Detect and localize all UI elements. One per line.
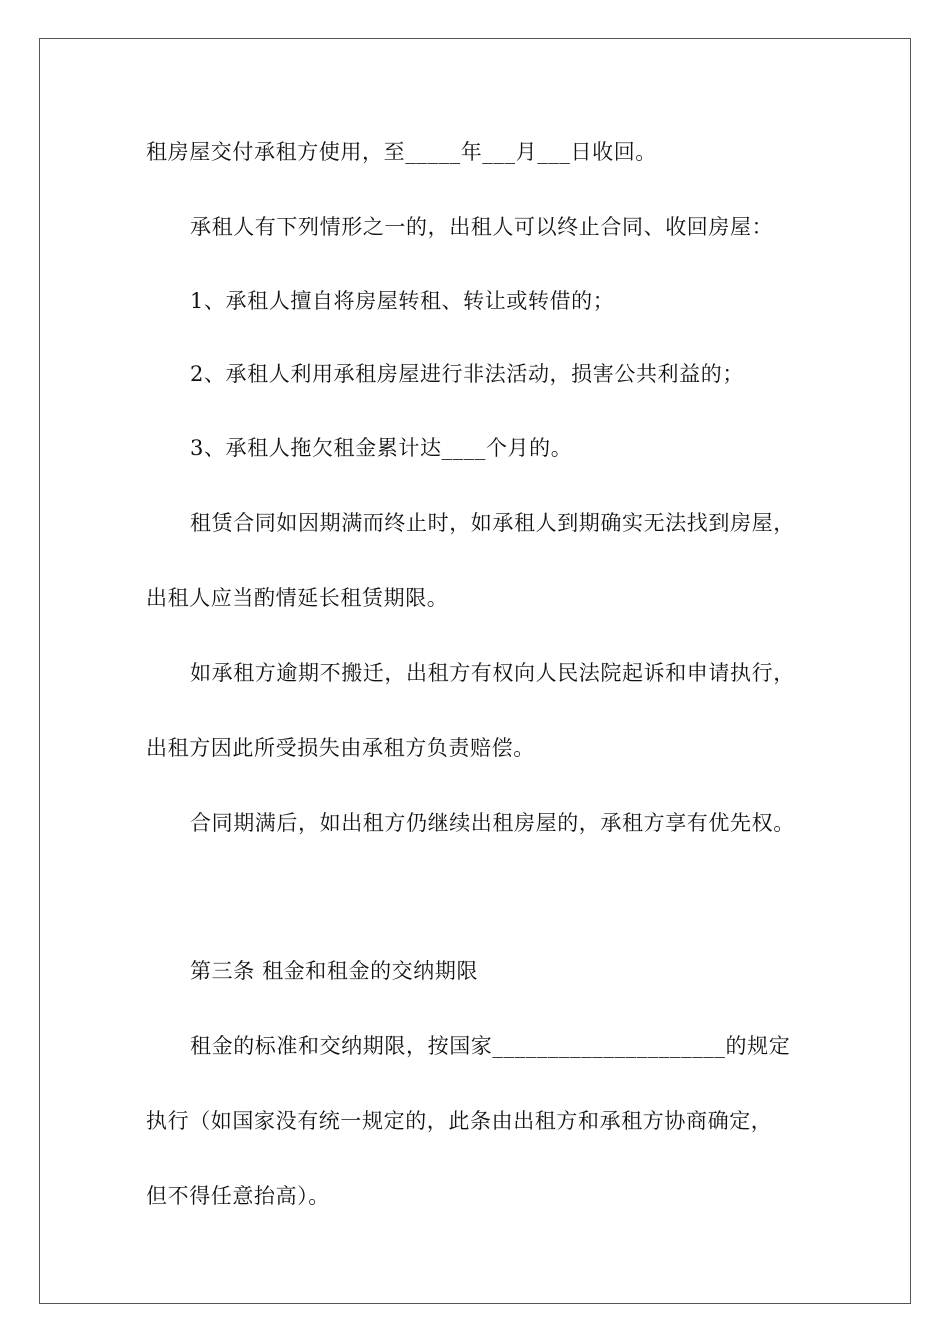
list-item: 1、承租人擅自将房屋转租、转让或转借的； [190,289,615,313]
list-item: 2、承租人利用承租房屋进行非法活动，损害公共利益的； [190,362,744,386]
text-line: 租房屋交付承租方使用，至_____年___月___日收回。 [146,140,657,164]
text-line: 合同期满后，如出租方仍继续出租房屋的，承租方享有优先权。 [190,811,795,835]
text-line: 但不得任意抬高）。 [146,1184,330,1208]
text-line: 如承租方逾期不搬迁，出租方有权向人民法院起诉和申请执行， [190,661,795,685]
text-line: 租赁合同如因期满而终止时，如承租人到期确实无法找到房屋， [190,511,795,535]
list-item: 3、承租人拖欠租金累计达____个月的。 [190,436,573,460]
section-heading: 第三条 租金和租金的交纳期限 [190,959,479,983]
text-line: 承租人有下列情形之一的，出租人可以终止合同、收回房屋： [190,215,774,239]
text-line: 租金的标准和交纳期限，按国家_____________________的规定 [190,1034,791,1058]
text-line: 执行（如国家没有统一规定的，此条由出租方和承租方协商确定， [146,1109,773,1133]
text-line: 出租人应当酌情延长租赁期限。 [146,586,449,610]
text-line: 出租方因此所受损失由承租方负责赔偿。 [146,736,535,760]
